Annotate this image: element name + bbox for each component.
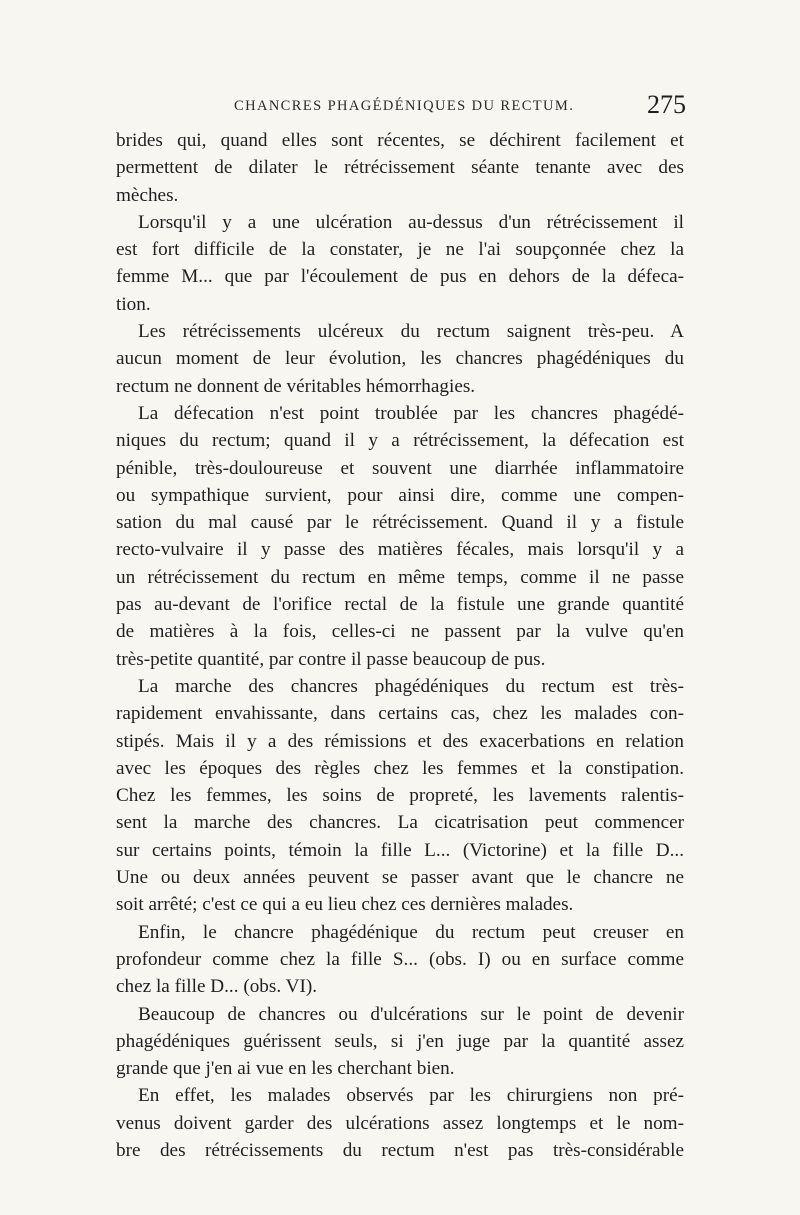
text-line: pas au-devant de l'orifice rectal de la fistule une grande quantité xyxy=(116,594,684,616)
text-line: Enfin, le chancre phagédénique du rectum peut creuser en xyxy=(138,921,684,943)
text-line: phagédéniques guérissent seuls, si j'en juge par la quantité assez xyxy=(116,1030,684,1052)
page-number: 275 xyxy=(647,90,686,119)
text-line: venus doivent garder des ulcérations assez longtemps et le nom- xyxy=(116,1112,684,1134)
text-line: pénible, très-douloureuse et souvent une diarrhée inflammatoire xyxy=(116,457,684,479)
text-line: très-petite quantité, par contre il passe beaucoup de pus. xyxy=(116,648,546,670)
text-line: rapidement envahissante, dans certains cas, chez les malades con- xyxy=(116,703,684,725)
text-line: Une ou deux années peuvent se passer avant que le chancre ne xyxy=(116,867,684,889)
text-line: bre des rétrécissements du rectum n'est pas très-considérable xyxy=(116,1139,684,1161)
text-line: Lorsqu'il y a une ulcération au-dessus d'un rétrécissement il xyxy=(138,211,684,233)
page-header xyxy=(116,90,686,126)
text-line: chez la fille D... (obs. VI). xyxy=(116,976,318,998)
text-line: La défecation n'est point troublée par les chancres phagédé- xyxy=(138,402,684,424)
text-line: grande que j'en ai vue en les cherchant bien. xyxy=(116,1058,455,1080)
text-line: de matières à la fois, celles-ci ne passent par la vulve qu'en xyxy=(116,621,684,643)
text-line: est fort difficile de la constater, je ne l'ai soupçonnée chez la xyxy=(116,239,684,261)
text-line: permettent de dilater le rétrécissement séante tenante avec des xyxy=(116,157,684,179)
text-line: mèches. xyxy=(116,184,179,206)
text-line: sation du mal causé par le rétrécissement. Quand il y a fistule xyxy=(116,512,684,534)
text-line: avec les époques des règles chez les femmes et la constipation. xyxy=(116,757,684,779)
text-line: brides qui, quand elles sont récentes, se déchirent facilement et xyxy=(116,130,684,151)
text-line: recto-vulvaire il y passe des matières fécales, mais lorsqu'il y a xyxy=(116,539,684,561)
text-line: En effet, les malades observés par les chirurgiens non pré- xyxy=(138,1085,684,1107)
text-line: Les rétrécissements ulcéreux du rectum saignent très-peu. A xyxy=(138,321,684,343)
text-line: tion. xyxy=(116,293,151,315)
text-line: soit arrêté; c'est ce qui a eu lieu chez ces dernières malades. xyxy=(116,894,574,916)
text-line: aucun moment de leur évolution, les chancres phagédéniques du xyxy=(116,348,684,370)
text-line: stipés. Mais il y a des rémissions et des exacerbations en relation xyxy=(116,730,684,752)
text-line: sur certains points, témoin la fille L... (Victorine) et la fille D... xyxy=(116,839,684,861)
text-line: sent la marche des chancres. La cicatrisation peut commencer xyxy=(116,812,684,834)
text-line: ou sympathique survient, pour ainsi dire, comme une compen- xyxy=(116,484,684,506)
text-line: profondeur comme chez la fille S... (obs. I) ou en surface comme xyxy=(116,948,684,970)
body-text xyxy=(116,127,684,1164)
text-line: un rétrécissement du rectum en même temps, comme il ne passe xyxy=(116,566,684,588)
text-line: Chez les femmes, les soins de propreté, les lavements ralentis- xyxy=(116,785,684,807)
text-line: La marche des chancres phagédéniques du rectum est très- xyxy=(138,675,684,697)
text-line: niques du rectum; quand il y a rétrécissement, la défecation est xyxy=(116,430,684,452)
text-line: Beaucoup de chancres ou d'ulcérations sur le point de devenir xyxy=(138,1003,684,1025)
text-line: femme M... que par l'écoulement de pus en dehors de la défeca- xyxy=(116,266,684,288)
running-head: CHANCRES PHAGÉDÉNIQUES DU RECTUM. xyxy=(234,98,575,114)
text-line: rectum ne donnent de véritables hémorrhagies. xyxy=(116,375,476,397)
